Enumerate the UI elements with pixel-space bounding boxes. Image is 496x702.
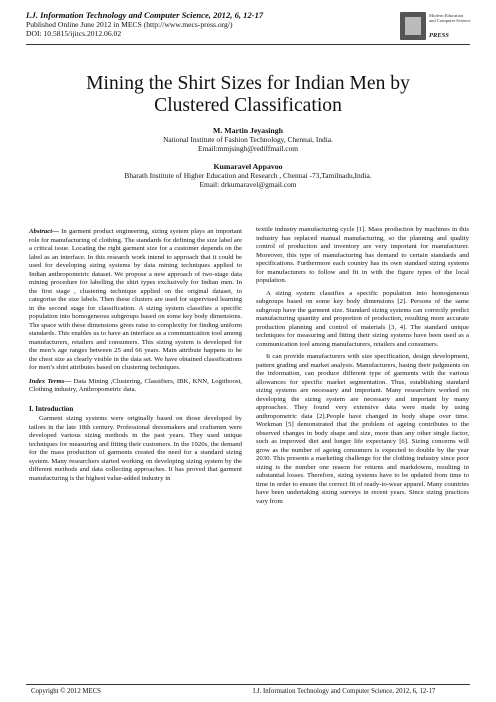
author-email: Email:mmjsingh@rediffmail.com <box>197 144 299 154</box>
title-line-2: Clustered Classification <box>154 95 342 116</box>
author-email: Email: drkumaravel@gmail.com <box>199 180 297 190</box>
doi-line: DOI: 10.5815/ijitcs.2012.06.02 <box>26 29 122 39</box>
body-paragraph: A sizing system classifies a specific population into homogeneous subgroups based on some key body dimensions [2]. Persons of the same subgroup have the garment size. Standard sizing systems can correctly predict manufacturing quantity and proportion of production, resulting more accurate production planning and control of materials [3, 4]. The standard unique techniques for measuring and fitting their sizing systems have been used as a communication tool among manufacturers, retailers and consumers. <box>256 289 469 348</box>
body-paragraph: It can provide manufacturers with size specification, design development, pattern grading and market analysis. Manufacturers, basing their judgments on the information, can produce different type of garments with the various allowances for specific market segmentation. Thus, establishing standard sizing systems are necessary and important. Many researchers worked on developing the sizing system are necessary and important by many approaches. They found very extensive data were made by using anthropometric data [2].People have changed in body shape over time. Workman [5] demonstrated that the problem of ageing contributes to the observed changes in body shape and size, more than any other single factor, such as improved diet and longer life expectancy [6]. Sizing concerns will grow as the number of ageing consumers is expected to double by the year 2030. This presents a marketing challenge for the clothing industry since poor sizing is the number one reason for returns and markdowns, resulting in substantial losses. Therefore, sizing systems have to be updated from time to time in order to ensure the correct fit of ready-to-wear apparel. Many countries have been undertaking sizing surveys in recent years. Since sizing practices vary from <box>256 353 469 505</box>
journal-line: I.J. Information Technology and Computer Science, 2012, 6, 12-17 <box>26 10 264 20</box>
index-terms <box>29 378 242 395</box>
author-name: M. Martin Jeyasingh <box>213 126 283 135</box>
published-line: Published Online June 2012 in MECS (http://www.mecs-press.org/) <box>26 20 233 29</box>
author-affiliation: National Institute of Fashion Technology, Chennai, India. <box>163 135 333 145</box>
author-name: Kumaravel Appavoo <box>213 161 283 171</box>
logo-mark-icon <box>400 12 426 40</box>
logo-text: Modern Education and Computer Science <box>429 13 471 24</box>
logo-press: PRESS <box>429 32 449 39</box>
paper-title <box>26 73 470 117</box>
section-heading: I. Introduction <box>29 404 74 413</box>
author-affiliation: Bharath Institute of Higher Education and Research , Chennai -73,Tamilnadu,India. <box>124 170 372 180</box>
index-terms-text: Data Mining ,Clustering, Classifiers, IBK, KNN, Logitboost, Clothing industry, Anthropometric data. <box>29 377 242 393</box>
left-column <box>29 228 242 483</box>
footer-copyright: Copyright © 2012 MECS <box>31 688 101 695</box>
header-rule <box>26 44 470 45</box>
footer-journal: I.J. Information Technology and Computer Science, 2012, 6, 12-17 <box>253 688 436 695</box>
index-terms-label: Index Terms— <box>29 377 72 385</box>
publisher-logo <box>400 10 470 42</box>
body-paragraph: textile industry manufacturing cycle [1]. Mass production by machines in this industry has replaced manual manufacturing, so the planning and quality control of production and inventory are very important for manufacturer. Moreover, this type of manufacturing has demand to certain standards and specifications. Furthermore each country has its own standard sizing systems for manufacturers to follow and fit in with the figure types of the local population. <box>256 226 469 284</box>
abstract-text: In garment product engineering, sizing system plays an important role for manufacturing of clothing. The standards for defining the size label are a critical issue. Locating the right garment size for a customer depends on the label as an interface. In this research work intend to approach that it could be used for developing sizing systems by data mining techniques applied to Indian anthropometric dataset. We propose a new approach of two-stage data mining procedure for labelling the shirt types exclusively for Indian men. In the first stage , clustering technique applied on the original dataset, to categorise the size labels. Then these clusters are used for supervised learning in the second stage for classification. A sizing system classifies a specific population into homogeneous subgroups based on some key body dimensions. The space with these dimensions gives raise to complexity for finding uniform standards. This enables us to have an interface as a communication tool among manufacturers, retailers and consumers. This sizing system is developed for the men’s age ranges between 25 and 66 years. Main attribute happens to be the chest size as clearly visible in the data set. We have obtained classifications for men’s shirt attributes based on clustering techniques. <box>29 228 242 371</box>
right-column <box>256 226 469 506</box>
author-block <box>26 126 470 189</box>
title-line-1: Mining the Shirt Sizes for Indian Men by <box>86 73 410 94</box>
footer-rule <box>26 684 470 685</box>
abstract-label: Abstract— <box>29 228 59 235</box>
abstract <box>29 228 242 373</box>
intro-paragraph: Garment sizing systems were originally based on those developed by tailors in the late 18th century. Professional dressmakers and craftsmen were developed various sizing methods in the past years. They used unique techniques for measuring and fitting their customers. In the 1920s, the demand for the mass production of garments created the need for a standard sizing system. Many researchers started working on developing sizing system by the different methods and data collecting approaches. It has proved that garment manufacturing is the highest value-added industry in <box>29 415 242 482</box>
journal-header <box>26 10 356 39</box>
